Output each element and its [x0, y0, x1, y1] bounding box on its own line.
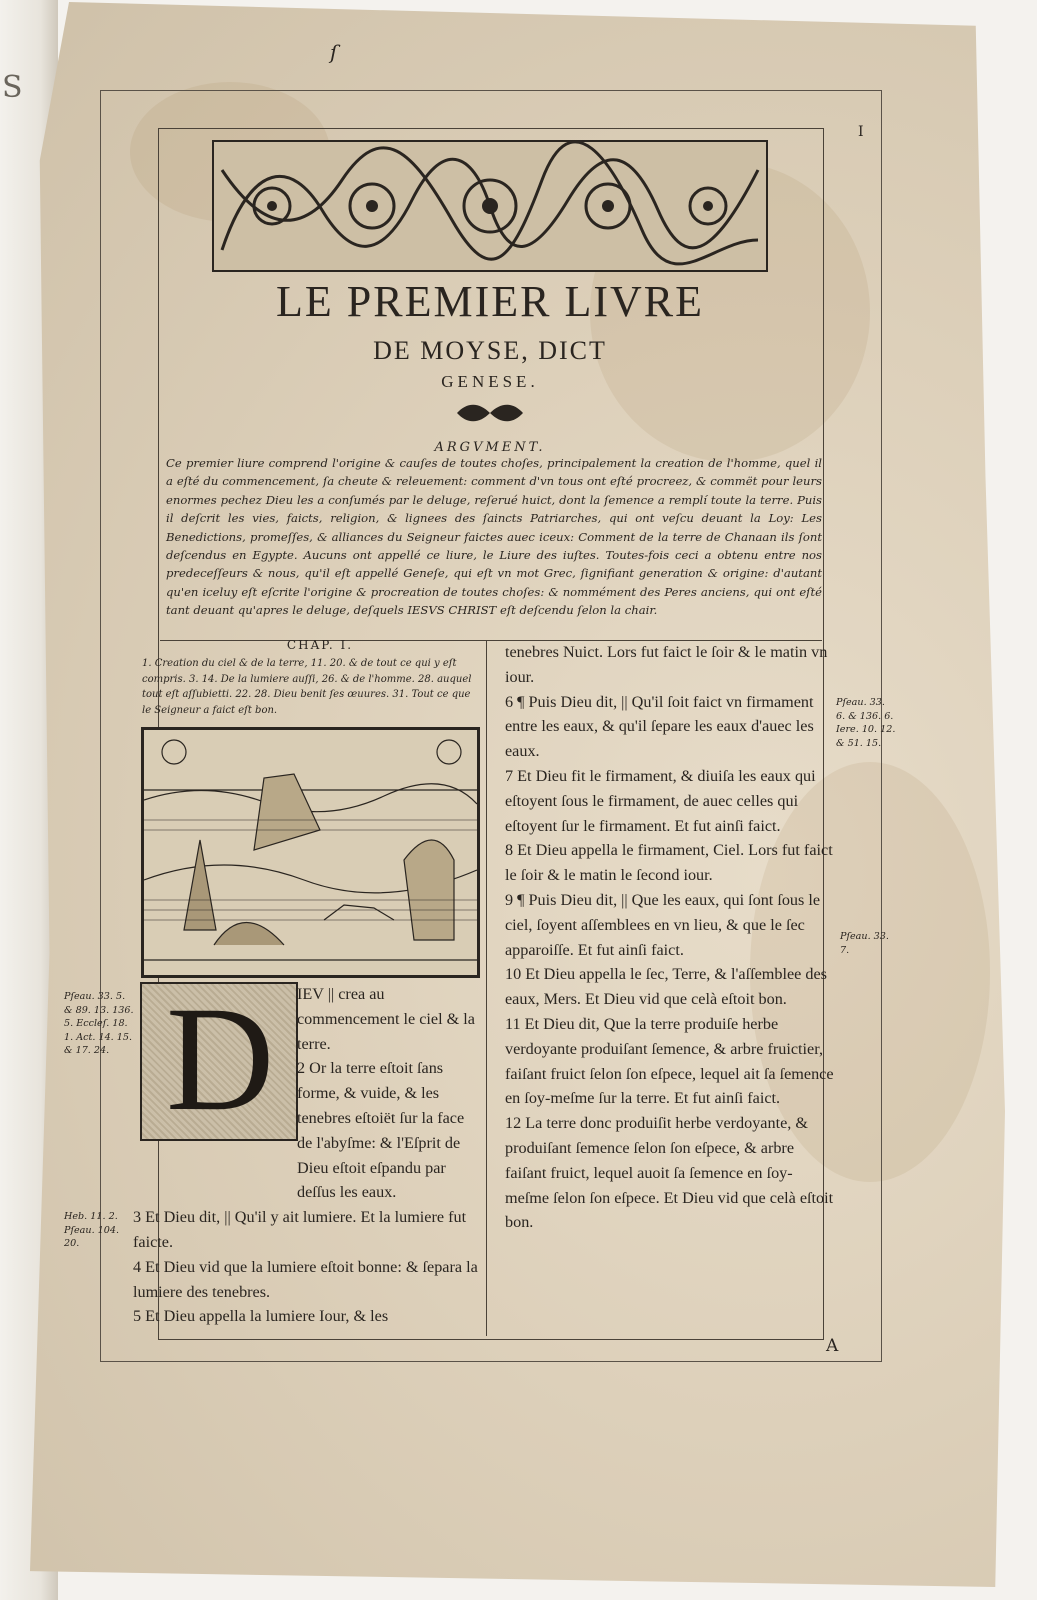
creation-woodcut-illustration — [141, 727, 480, 978]
verse-10: 10 Et Dieu appella le ſec, Terre, & l'aſſemblee des eaux, Mers. Et Dieu vid que celà eſtoit bon. — [505, 965, 827, 1009]
signature-mark-bottom: A — [826, 1336, 839, 1356]
signature-mark-top: ſ — [330, 40, 338, 64]
left-column-text — [133, 976, 479, 1329]
verse-2: 2 Or la terre eſtoit ſans forme, & vuide, & les tenebres eſtoiët ſur la face de l'abyſme: & l'Eſprit de Dieu eſtoit eſpandu par deſſus les eaux. — [297, 1059, 465, 1202]
verse-3: 3 Et Dieu dit, || Qu'il y ait lumiere. Et la lumiere fut faicte. — [133, 1208, 467, 1251]
initial-letter: D — [166, 976, 275, 1142]
book-title-line-2: DE MOYSE, DICT — [373, 336, 607, 365]
verse-11: 11 Et Dieu dit, Que la terre produiſe herbe verdoyante produiſant ſemence, & arbre fruictier, faiſant fruict ſelon ſon eſpece, lequel ait ſa ſemence en ſoy-meſme ſur la terre. Et fut ainſi faict. — [505, 1014, 834, 1108]
chapter-summary: 1. Creation du ciel & de la terre, 11. 20. & de tout ce qui y eſt compris. 3. 14. De la lumiere auſſi, 26. & de l'homme. 28. auquel tout eſt aſſubietti. 22. 28. Dieu benit ſes œuures. 31. Tout ce que le Seigneur a faict eſt bon. — [142, 658, 472, 716]
verse-12: 12 La terre donc produiſit herbe verdoyante, & produiſant ſemence ſelon ſon eſpece, & arbre faiſant fruict, lequel auoit ſa ſemence en ſoy-meſme ſelon ſon eſpece. Et Dieu vid que celà eſtoit bon. — [505, 1114, 834, 1232]
argument-heading: ARGVMENT. — [434, 440, 546, 455]
chapter-heading: CHAP. I. — [286, 638, 354, 652]
margin-note-right-1: Pſeau. 33. 6. & 136. 6. Iere. 10. 12. & 51. 15. — [836, 697, 896, 749]
verse-7: 7 Et Dieu fit le firmament, & diuiſa les eaux qui eſtoyent ſous le firmament, de auec celles qui eſtoyent ſur le firmament. Et fut ainſi faict. — [505, 766, 816, 835]
verse-8: 8 Et Dieu appella le firmament, Ciel. Lors fut faict le ſoir & le matin le ſecond iour. — [505, 841, 833, 885]
page-number: I — [858, 124, 864, 140]
ornamental-headpiece — [212, 140, 768, 272]
margin-note-left-1: Pſeau. 33. 5. & 89. 13. 136. 5. Eccleſ. 18. 1. Act. 14. 15. & 17. 24. — [64, 991, 134, 1056]
book-title-line-1: LE PREMIER LIVRE — [276, 277, 704, 326]
margin-note-right-2: Pſeau. 33. 7. — [840, 931, 889, 956]
argument-text: Ce premier liure comprend l'origine & cauſes de toutes choſes, principalement la creation de l'homme, quel il a eſté du commencement, ſa cheute & releuement: comment d'vn tous ont eſté procreez, & commët pour leurs enormes pechez Dieu les a conſumés par le deluge, reſerué huict, dont la ſemence a remplí toute la terre. Puis il deſcrit les vies, faicts, religion, & lignees des ſaincts Patriarches, qui ont veſcu deuant la Loy: Les Benedictions, promeſſes, & alliances du Seigneur faictes auec iceux: Comment de la terre de Chanaan ils ſont deſcendus en Egypte. Aucuns ont appellé ce liure, le Liure des iuſtes. Toutes-fois ceci a obtenu entre nos predeceſſeurs & nous, qu'il eſt appellé Geneſe, qui eſt vn mot Grec, ſignifiant generation & origine: d'autant qu'en iceluy eſt eſcrite l'origine & procreation de toutes choſes: & nommément des Peres anciens, qui ont eſté tant deuant qu'apres le deluge, deſquels IESVS CHRIST eſt deſcendu ſelon la chair. — [166, 456, 822, 618]
column-divider — [486, 640, 487, 1336]
fleuron-ornament — [455, 402, 525, 424]
verse-5-cont: tenebres Nuict. Lors fut faict le ſoir & le matin vn iour. — [505, 643, 828, 686]
verse-1: IEV || crea au commencement le ciel & la terre. — [297, 985, 475, 1053]
verse-9: 9 ¶ Puis Dieu dit, || Que les eaux, qui ſont ſous le ciel, ſoyent aſſemblees en vn lieu, & que le ſec apparoiſſe. Et fut ainſi faict. — [505, 890, 821, 959]
verse-4: 4 Et Dieu vid que la lumiere eſtoit bonne: & ſepara la lumiere des tenebres. — [133, 1257, 478, 1301]
left-page-letter: S — [2, 70, 23, 105]
verse-5: 5 Et Dieu appella la lumiere Iour, & les — [133, 1307, 389, 1326]
book-title-line-3: GENESE. — [441, 372, 539, 391]
right-column-text — [505, 640, 835, 1235]
verse-6: 6 ¶ Puis Dieu dit, || Qu'il ſoit faict vn firmament entre les eaux, & qu'il ſepare les eaux d'auec les eaux. — [505, 692, 814, 761]
margin-note-left-2: Heb. 11. 2. Pſeau. 104. 20. — [64, 1211, 120, 1249]
